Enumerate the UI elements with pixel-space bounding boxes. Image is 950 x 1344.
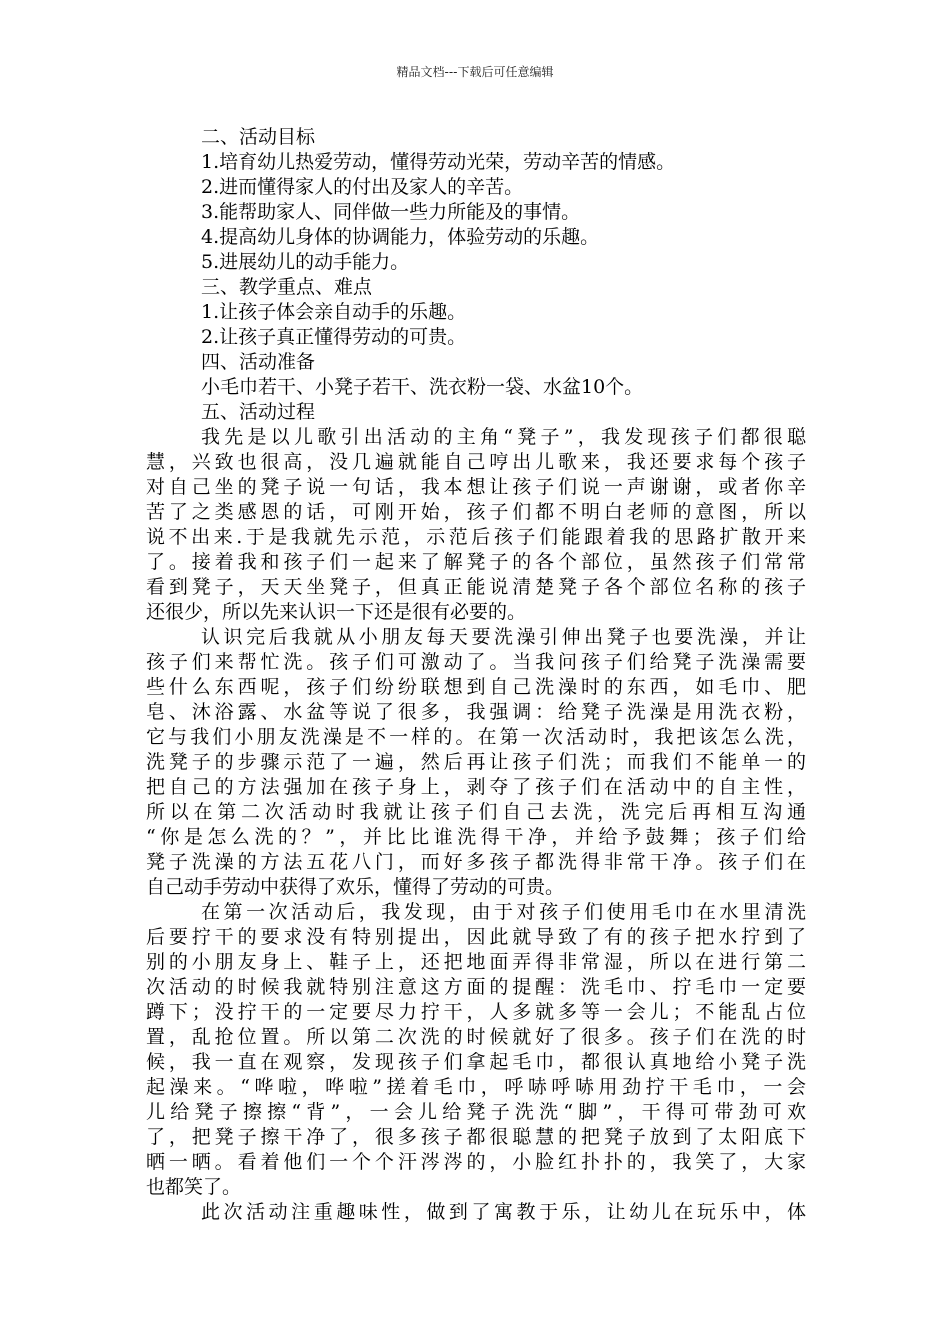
paragraph-line: 自己动手劳动中获得了欢乐，懂得了劳动的可贵。 xyxy=(146,876,565,898)
paragraph-line: 皂、沐浴露、水盆等说了很多，我强调：给凳子洗澡是用洗衣粉， xyxy=(146,701,806,723)
paragraph-line: 看到凳子，天天坐凳子，但真正能说清楚凳子各个部位名称的孩子 xyxy=(146,576,806,598)
paragraph-line: 晒一晒。看着他们一个个汗涔涔的，小脸红扑扑的，我笑了，大家 xyxy=(146,1151,806,1173)
paragraph-line: 凳子洗澡的方法五花八门，而好多孩子都洗得非常干净。孩子们在 xyxy=(146,851,806,873)
paragraph-line: 慧，兴致也很高，没几遍就能自己哼出儿歌来，我还要求每个孩子 xyxy=(146,451,806,473)
paragraph-line: 还很少，所以先来认识一下还是很有必要的。 xyxy=(146,601,527,623)
paragraph-line: 把自己的方法强加在孩子身上，剥夺了孩子们在活动中的自主性， xyxy=(146,776,806,798)
key-point-item: 1.让孩子体会亲自动手的乐趣。 xyxy=(201,301,467,323)
goal-item: 5.进展幼儿的动手能力。 xyxy=(201,251,410,273)
goal-item: 1.培育幼儿热爱劳动，懂得劳动光荣，劳动辛苦的情感。 xyxy=(201,151,676,173)
paragraph xyxy=(146,900,806,1200)
paragraph-line: 置，乱抢位置。所以第二次洗的时候就好了很多。孩子们在洗的时 xyxy=(146,1026,806,1048)
goal-item: 2.进而懂得家人的付出及家人的辛苦。 xyxy=(201,176,524,198)
section-heading-preparation: 四、活动准备 xyxy=(201,351,316,373)
paragraph-line: 对自己坐的凳子说一句话，我本想让孩子们说一声谢谢，或者你辛 xyxy=(146,476,806,498)
paragraph xyxy=(146,1200,806,1225)
section-heading-goals: 二、活动目标 xyxy=(201,126,316,148)
paragraph xyxy=(146,625,806,900)
paragraph-line: 候，我一直在观察，发现孩子们拿起毛巾，都很认真地给小凳子洗 xyxy=(146,1051,806,1073)
paragraph-line: 洗凳子的步骤示范了一遍，然后再让孩子们洗；而我们不能单一的 xyxy=(146,751,806,773)
paragraph-line: 我先是以儿歌引出活动的主角“凳子”，我发现孩子们都很聪 xyxy=(201,426,806,448)
paragraph-line: 孩子们来帮忙洗。孩子们可激动了。当我问孩子们给凳子洗澡需要 xyxy=(146,651,806,673)
paragraph-line: 儿给凳子擦擦“背”，一会儿给凳子洗洗“脚”，干得可带劲可欢 xyxy=(146,1101,806,1123)
section-heading-key-points: 三、教学重点、难点 xyxy=(201,276,373,298)
paragraph-line: 它与我们小朋友洗澡是不一样的。在第一次活动时，我把该怎么洗， xyxy=(146,726,806,748)
paragraph-line: 了，把凳子擦干净了，很多孩子都很聪慧的把凳子放到了太阳底下 xyxy=(146,1126,806,1148)
paragraph-line: 了。接着我和孩子们一起来了解凳子的各个部位，虽然孩子们常常 xyxy=(146,551,806,573)
goal-item: 3.能帮助家人、同伴做一些力所能及的事情。 xyxy=(201,201,581,223)
paragraph-line: 也都笑了。 xyxy=(146,1176,242,1198)
paragraph-line: 所以在第二次活动时我就让孩子们自己去洗，洗完后再相互沟通 xyxy=(146,801,806,823)
page-header: 精品文档---下载后可任意编辑 xyxy=(396,65,554,79)
paragraph-line: 起澡来。“哗啦，哗啦”搓着毛巾，呼哧呼哧用劲拧干毛巾，一会 xyxy=(146,1076,806,1098)
paragraph-line: 些什么东西呢，孩子们纷纷联想到自己洗澡时的东西，如毛巾、肥 xyxy=(146,676,806,698)
paragraph-line: 别的小朋友身上、鞋子上，还把地面弄得非常湿，所以在进行第二 xyxy=(146,951,806,973)
paragraph-line: 在第一次活动后，我发现，由于对孩子们使用毛巾在水里清洗 xyxy=(201,901,806,923)
paragraph-line: 后要拧干的要求没有特别提出，因此就导致了有的孩子把水拧到了 xyxy=(146,926,806,948)
document-body xyxy=(146,125,806,1225)
key-point-item: 2.让孩子真正懂得劳动的可贵。 xyxy=(201,326,467,348)
paragraph-line: “你是怎么洗的？”，并比比谁洗得干净，并给予鼓舞；孩子们给 xyxy=(146,826,806,848)
paragraph xyxy=(146,425,806,625)
paragraph-line: 说不出来.于是我就先示范，示范后孩子们能跟着我的思路扩散开来 xyxy=(146,526,806,548)
paragraph-line: 次活动的时候我就特别注意这方面的提醒：洗毛巾、拧毛巾一定要 xyxy=(146,976,806,998)
paragraph-line: 蹲下；没拧干的一定要尽力拧干，人多就多等一会儿；不能乱占位 xyxy=(146,1001,806,1023)
goal-item: 4.提高幼儿身体的协调能力，体验劳动的乐趣。 xyxy=(201,226,600,248)
paragraph-line: 苦了之类感恩的话，可刚开始，孩子们都不明白老师的意图，所以 xyxy=(146,501,806,523)
paragraph-line: 认识完后我就从小朋友每天要洗澡引伸出凳子也要洗澡，并让 xyxy=(201,626,806,648)
paragraph-line: 此次活动注重趣味性，做到了寓教于乐，让幼儿在玩乐中，体 xyxy=(201,1201,806,1223)
section-heading-process: 五、活动过程 xyxy=(201,401,316,423)
preparation-item: 小毛巾若干、小凳子若干、洗衣粉一袋、水盆10个。 xyxy=(201,376,644,398)
